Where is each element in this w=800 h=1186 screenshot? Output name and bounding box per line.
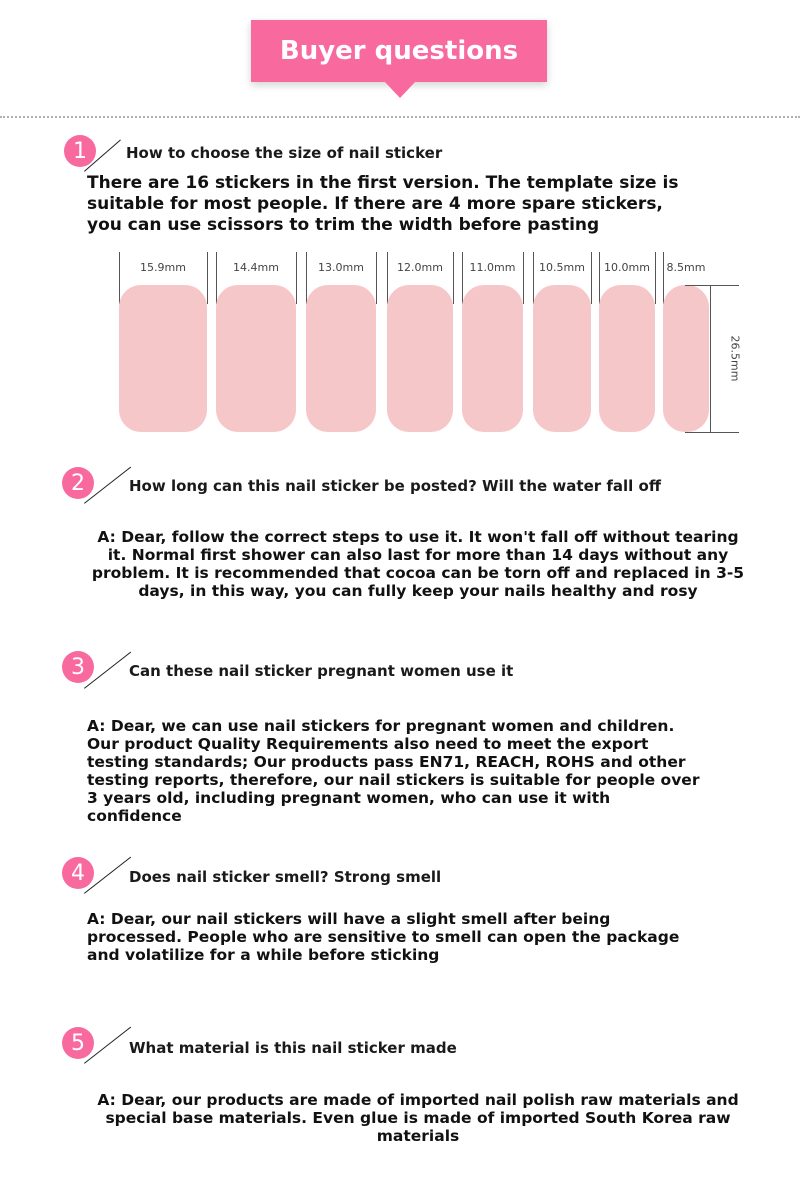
number-badge-5: 5: [62, 1027, 94, 1059]
question-1: How to choose the size of nail sticker: [126, 144, 443, 162]
answer-2: A: Dear, follow the correct steps to use it. It won't fall off without tearing it. Normal first shower can also last for more than 14 days without any problem. It is recommended that cocoa can be torn off and replaced in 3-5 days, in this way, you can fully keep your nails healthy and rosy: [91, 528, 745, 600]
banner-pointer: [384, 81, 416, 98]
height-label: 26.5mm: [728, 335, 742, 382]
answer-5: A: Dear, our products are made of imported nail polish raw materials and special base materials. Even glue is made of imported South Korea raw materials: [97, 1091, 739, 1145]
question-3: Can these nail sticker pregnant women use it: [129, 662, 514, 680]
page-title-banner: [251, 20, 547, 82]
number-badge-3: 3: [62, 651, 94, 683]
nail-sticker: [462, 285, 523, 432]
answer-4: A: Dear, our nail stickers will have a slight smell after being processed. People who are sensitive to smell can open the package and volatilize for a while before sticking: [87, 910, 680, 964]
size-label: 14.4mm: [233, 261, 279, 274]
nail-sticker: [119, 285, 207, 432]
nail-sticker: [663, 285, 709, 432]
nail-sticker: [533, 285, 591, 432]
number-badge-1: 1: [64, 135, 96, 167]
size-label: 10.5mm: [539, 261, 585, 274]
size-label: 12.0mm: [397, 261, 443, 274]
size-label: 11.0mm: [469, 261, 516, 274]
nail-sticker: [599, 285, 655, 432]
question-4: Does nail sticker smell? Strong smell: [129, 868, 442, 886]
dotted-divider: [0, 116, 800, 118]
number-badge-4: 4: [62, 857, 94, 889]
question-5: What material is this nail sticker made: [129, 1039, 457, 1057]
nail-sticker: [306, 285, 376, 432]
size-label: 10.0mm: [604, 261, 650, 274]
number-badge-2: 2: [62, 467, 94, 499]
page-title: Buyer questions: [279, 36, 519, 66]
question-2: How long can this nail sticker be posted? Will the water fall off: [129, 477, 661, 495]
size-label: 13.0mm: [318, 261, 364, 274]
size-label: 15.9mm: [140, 261, 186, 274]
nail-sticker: [216, 285, 296, 432]
size-label: 8.5mm: [666, 261, 706, 274]
answer-3: A: Dear, we can use nail stickers for pregnant women and children. Our product Quality Requirements also need to meet the export testing standards; Our products pass EN71, REACH, ROHS and other testing reports, therefore, our nail stickers is suitable for people over 3 years old, including pregnant women, who can use it with confidence: [87, 717, 700, 825]
answer-1: There are 16 stickers in the first version. The template size is suitable for most people. If there are 4 more spare stickers, you can use scissors to trim the width before pasting: [87, 173, 679, 235]
nail-sticker: [387, 285, 453, 432]
